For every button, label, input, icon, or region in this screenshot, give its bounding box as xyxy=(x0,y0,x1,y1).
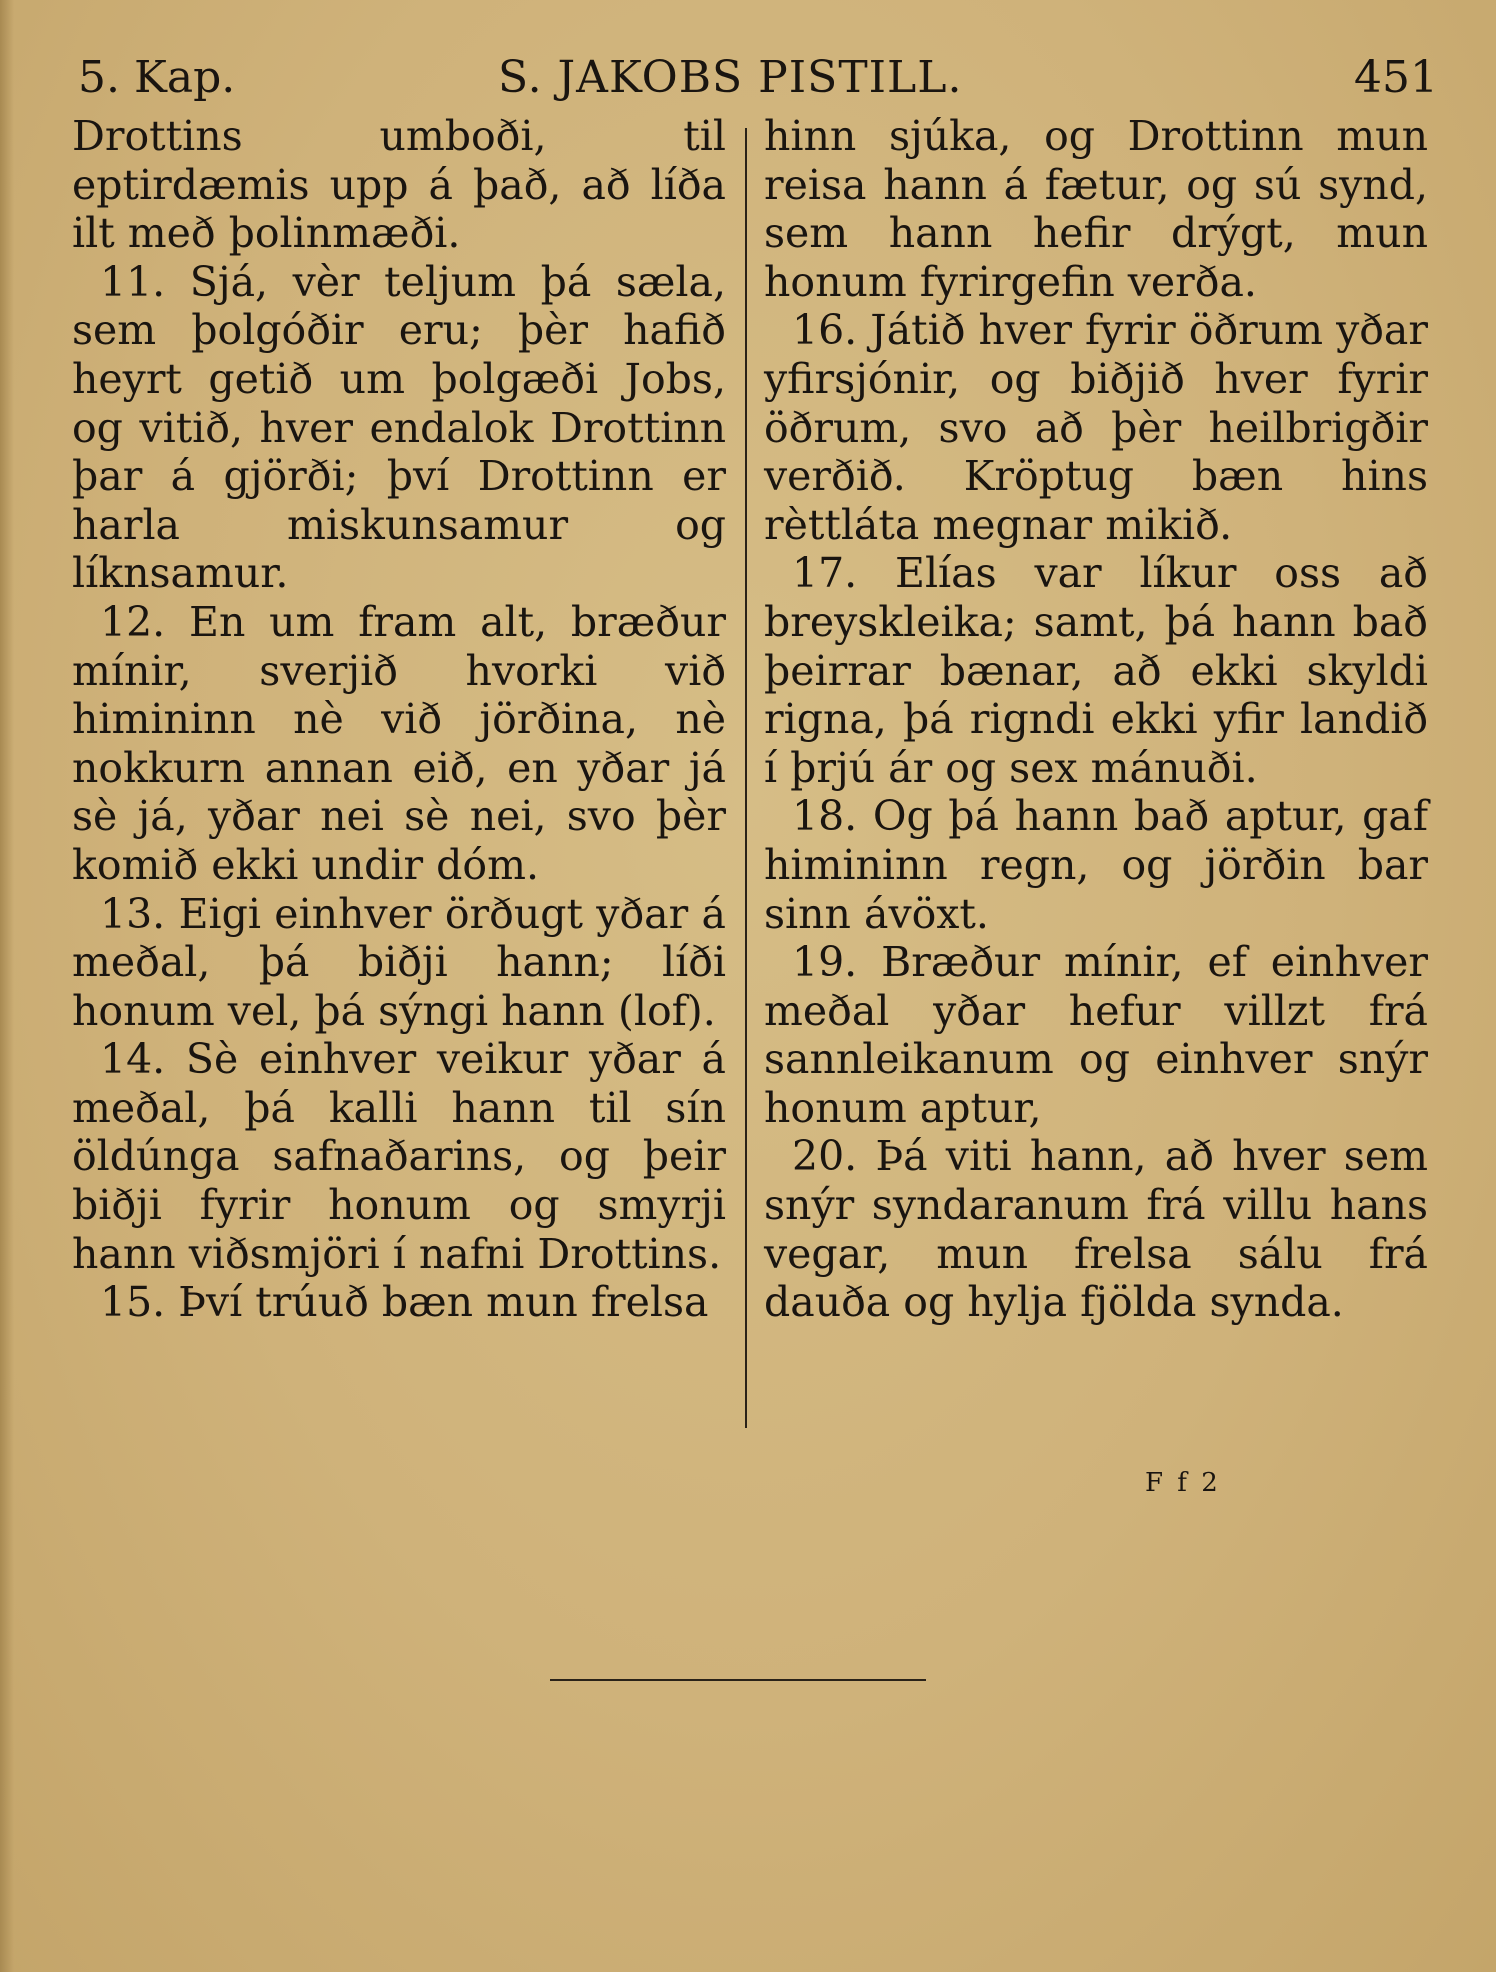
left-column xyxy=(72,112,726,1327)
verse-text: Þá viti hann, að hver sem snýr syndaranum frá villu hans vegar, mun frelsa sálu frá dauða og hylja fjölda synda. xyxy=(764,1132,1428,1327)
chapter-label: 5. Kap. xyxy=(78,52,236,103)
verse-paragraph xyxy=(72,890,726,1036)
verse-text: Sjá, vèr teljum þá sæla, sem þolgóðir eru; þèr hafið heyrt getið um þolgæði Jobs, og vitið, hver endalok Drottinn þar á gjörði; því Drottinn er harla miskunsamur og líknsamur. xyxy=(72,257,726,598)
verse-number: 18. xyxy=(792,792,858,841)
verse-text: hinn sjúka, og Drottinn mun reisa hann á fætur, og sú synd, sem hann hefir drýgt, mun honum fyrirgefin verða. xyxy=(764,112,1428,306)
verse-text: Eigi einhver örðugt yðar á meðal, þá biðji hann; líði honum vel, þá sýngi hann (lof). xyxy=(72,889,726,1035)
page-number: 451 xyxy=(1354,52,1438,103)
verse-number: 11. xyxy=(100,257,166,306)
right-column xyxy=(764,112,1428,1327)
verse-paragraph xyxy=(764,1132,1428,1326)
verse-paragraph xyxy=(764,938,1428,1132)
verse-paragraph xyxy=(72,258,726,598)
verse-number: 15. xyxy=(100,1278,166,1327)
verse-number: 16. xyxy=(792,306,858,355)
verse-number: 13. xyxy=(100,889,166,938)
verse-paragraph xyxy=(72,112,726,258)
verse-paragraph xyxy=(764,112,1428,306)
verse-paragraph xyxy=(764,549,1428,792)
verse-text: Bræður mínir, ef einhver meðal yðar hefur villzt frá sannleikanum og einhver snýr honum aptur, xyxy=(764,938,1428,1132)
verse-text: Drottins umboði, til eptirdæmis upp á það, að líða ilt með þolinmæði. xyxy=(72,112,726,258)
verse-paragraph xyxy=(72,1035,726,1278)
book-title: S. JAKOBS PISTILL. xyxy=(498,52,963,103)
verse-number: 14. xyxy=(100,1035,166,1084)
running-head xyxy=(78,50,1438,106)
verse-text: Játið hver fyrir öðrum yðar yfirsjónir, og biðjið hver fyrir öðrum, svo að þèr heilbrigðir verðið. Kröptug bæn hins rèttláta megnar mikið. xyxy=(764,306,1428,549)
verse-text: Sè einhver veikur yðar á meðal, þá kalli hann til sín öldúnga safnaðarins, og þeir biðji fyrir honum og smyrji hann viðsmjöri í nafni Drottins. xyxy=(72,1035,726,1278)
verse-number: 12. xyxy=(100,597,166,646)
verse-paragraph xyxy=(764,792,1428,938)
verse-text: En um fram alt, bræður mínir, sverjið hvorki við himininn nè við jörðina, nè nokkurn annan eið, en yðar já sè já, yðar nei sè nei, svo þèr komið ekki undir dóm. xyxy=(72,597,726,889)
end-rule xyxy=(550,1679,926,1681)
verse-paragraph xyxy=(72,1278,726,1327)
verse-paragraph xyxy=(764,306,1428,549)
verse-text: Því trúuð bæn mun frelsa xyxy=(178,1278,709,1327)
column-divider xyxy=(745,128,747,1428)
verse-text: Elías var líkur oss að breyskleika; samt, þá hann bað þeirrar bænar, að ekki skyldi rigna, þá rigndi ekki yfir landið í þrjú ár og sex mánuði. xyxy=(764,549,1428,792)
verse-paragraph xyxy=(72,598,726,890)
verse-text: Og þá hann bað aptur, gaf himininn regn, og jörðin bar sinn ávöxt. xyxy=(764,792,1428,938)
signature-mark: F f 2 xyxy=(1145,1468,1221,1498)
page-edge-shadow xyxy=(0,0,14,1972)
verse-number: 19. xyxy=(792,938,858,987)
verse-number: 17. xyxy=(792,549,858,598)
verse-number: 20. xyxy=(792,1132,858,1181)
